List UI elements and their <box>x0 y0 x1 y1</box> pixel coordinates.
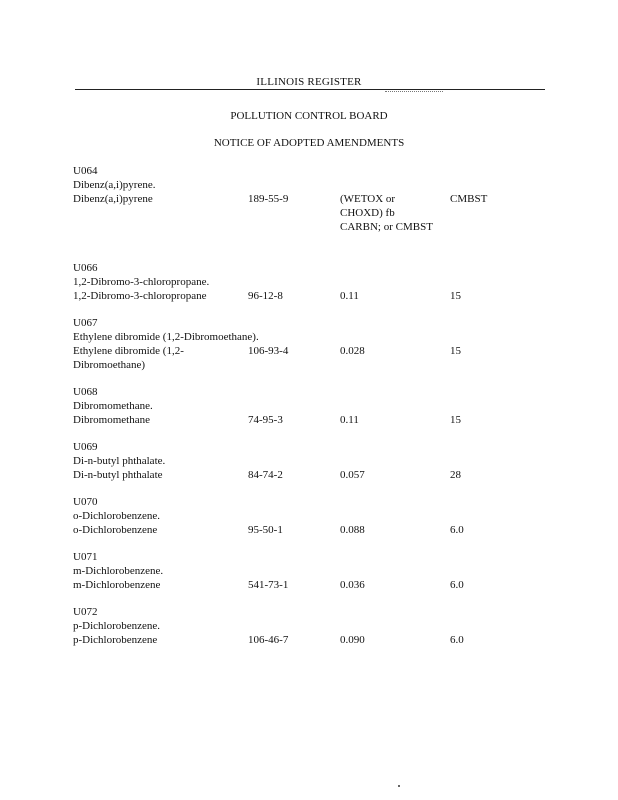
waste-code: U070 <box>73 496 98 508</box>
nonwastewater-standard: 15 <box>450 345 461 357</box>
constituent-row <box>73 413 553 427</box>
nonwastewater-standard: 28 <box>450 469 461 481</box>
cas-number: 106-46-7 <box>248 634 289 646</box>
constituent-name: Di-n-butyl phthalate <box>73 469 163 481</box>
waste-entry-u067 <box>73 316 553 372</box>
wastewater-standard: 0.090 <box>340 634 365 646</box>
waste-entry-u064 <box>73 164 553 248</box>
wastewater-standard: 0.11 <box>340 290 359 302</box>
constituent-row <box>73 344 553 372</box>
waste-code-list <box>73 164 553 660</box>
waste-code: U066 <box>73 262 98 274</box>
waste-name: Dibromomethane. <box>73 400 153 412</box>
waste-name: m-Dichlorobenzene. <box>73 565 164 577</box>
cas-number: 189-55-9 <box>248 193 289 205</box>
waste-name: Dibenz(a,i)pyrene. <box>73 179 156 191</box>
constituent-name: 1,2-Dibromo-3-chloropropane <box>73 290 207 302</box>
waste-name: Ethylene dibromide (1,2-Dibromoethane). <box>73 331 259 343</box>
waste-name: p-Dichlorobenzene. <box>73 620 161 632</box>
cas-number: 96-12-8 <box>248 290 283 302</box>
wastewater-standard: (WETOX or CHOXD) fb CARBN; or CMBST <box>340 193 433 233</box>
nonwastewater-standard: 6.0 <box>450 634 464 646</box>
waste-code: U064 <box>73 165 98 177</box>
constituent-row <box>73 578 553 592</box>
waste-name: Di-n-butyl phthalate. <box>73 455 166 467</box>
nonwastewater-standard: 6.0 <box>450 579 464 591</box>
waste-entry-u069 <box>73 440 553 482</box>
constituent-name: m-Dichlorobenzene <box>73 579 161 591</box>
wastewater-standard: 0.11 <box>340 414 359 426</box>
waste-code: U068 <box>73 386 98 398</box>
header-rule <box>75 89 545 90</box>
board-title: POLLUTION CONTROL BOARD <box>230 110 388 122</box>
constituent-name: Ethylene dibromide (1,2-Dibromoethane) <box>73 345 184 371</box>
constituent-row <box>73 192 553 233</box>
wastewater-standard: 0.028 <box>340 345 365 357</box>
cas-number: 84-74-2 <box>248 469 283 481</box>
waste-code: U069 <box>73 441 98 453</box>
constituent-name: Dibromomethane <box>73 414 150 426</box>
cas-number: 95-50-1 <box>248 524 283 536</box>
nonwastewater-standard: 6.0 <box>450 524 464 536</box>
nonwastewater-standard: 15 <box>450 414 461 426</box>
waste-entry-u072 <box>73 605 553 647</box>
register-header: ILLINOIS REGISTER <box>256 76 362 88</box>
waste-entry-u066 <box>73 261 553 303</box>
waste-entry-u071 <box>73 550 553 592</box>
nonwastewater-standard: CMBST <box>450 193 488 205</box>
cas-number: 106-93-4 <box>248 345 289 357</box>
waste-code: U072 <box>73 606 98 618</box>
constituent-row <box>73 289 553 303</box>
cas-number: 541-73-1 <box>248 579 289 591</box>
scan-speck <box>398 785 400 787</box>
waste-entry-u068 <box>73 385 553 427</box>
cas-number: 74-95-3 <box>248 414 283 426</box>
constituent-name: o-Dichlorobenzene <box>73 524 158 536</box>
constituent-row <box>73 523 553 537</box>
constituent-row <box>73 633 553 647</box>
header-rule-shadow <box>385 91 443 92</box>
wastewater-standard: 0.088 <box>340 524 365 536</box>
constituent-row <box>73 468 553 482</box>
waste-entry-u070 <box>73 495 553 537</box>
notice-title: NOTICE OF ADOPTED AMENDMENTS <box>213 137 405 149</box>
constituent-name: p-Dichlorobenzene <box>73 634 158 646</box>
waste-code: U067 <box>73 317 98 329</box>
waste-code: U071 <box>73 551 98 563</box>
wastewater-standard: 0.057 <box>340 469 365 481</box>
waste-name: o-Dichlorobenzene. <box>73 510 161 522</box>
wastewater-standard: 0.036 <box>340 579 365 591</box>
constituent-name: Dibenz(a,i)pyrene <box>73 193 153 205</box>
waste-name: 1,2-Dibromo-3-chloropropane. <box>73 276 210 288</box>
nonwastewater-standard: 15 <box>450 290 461 302</box>
